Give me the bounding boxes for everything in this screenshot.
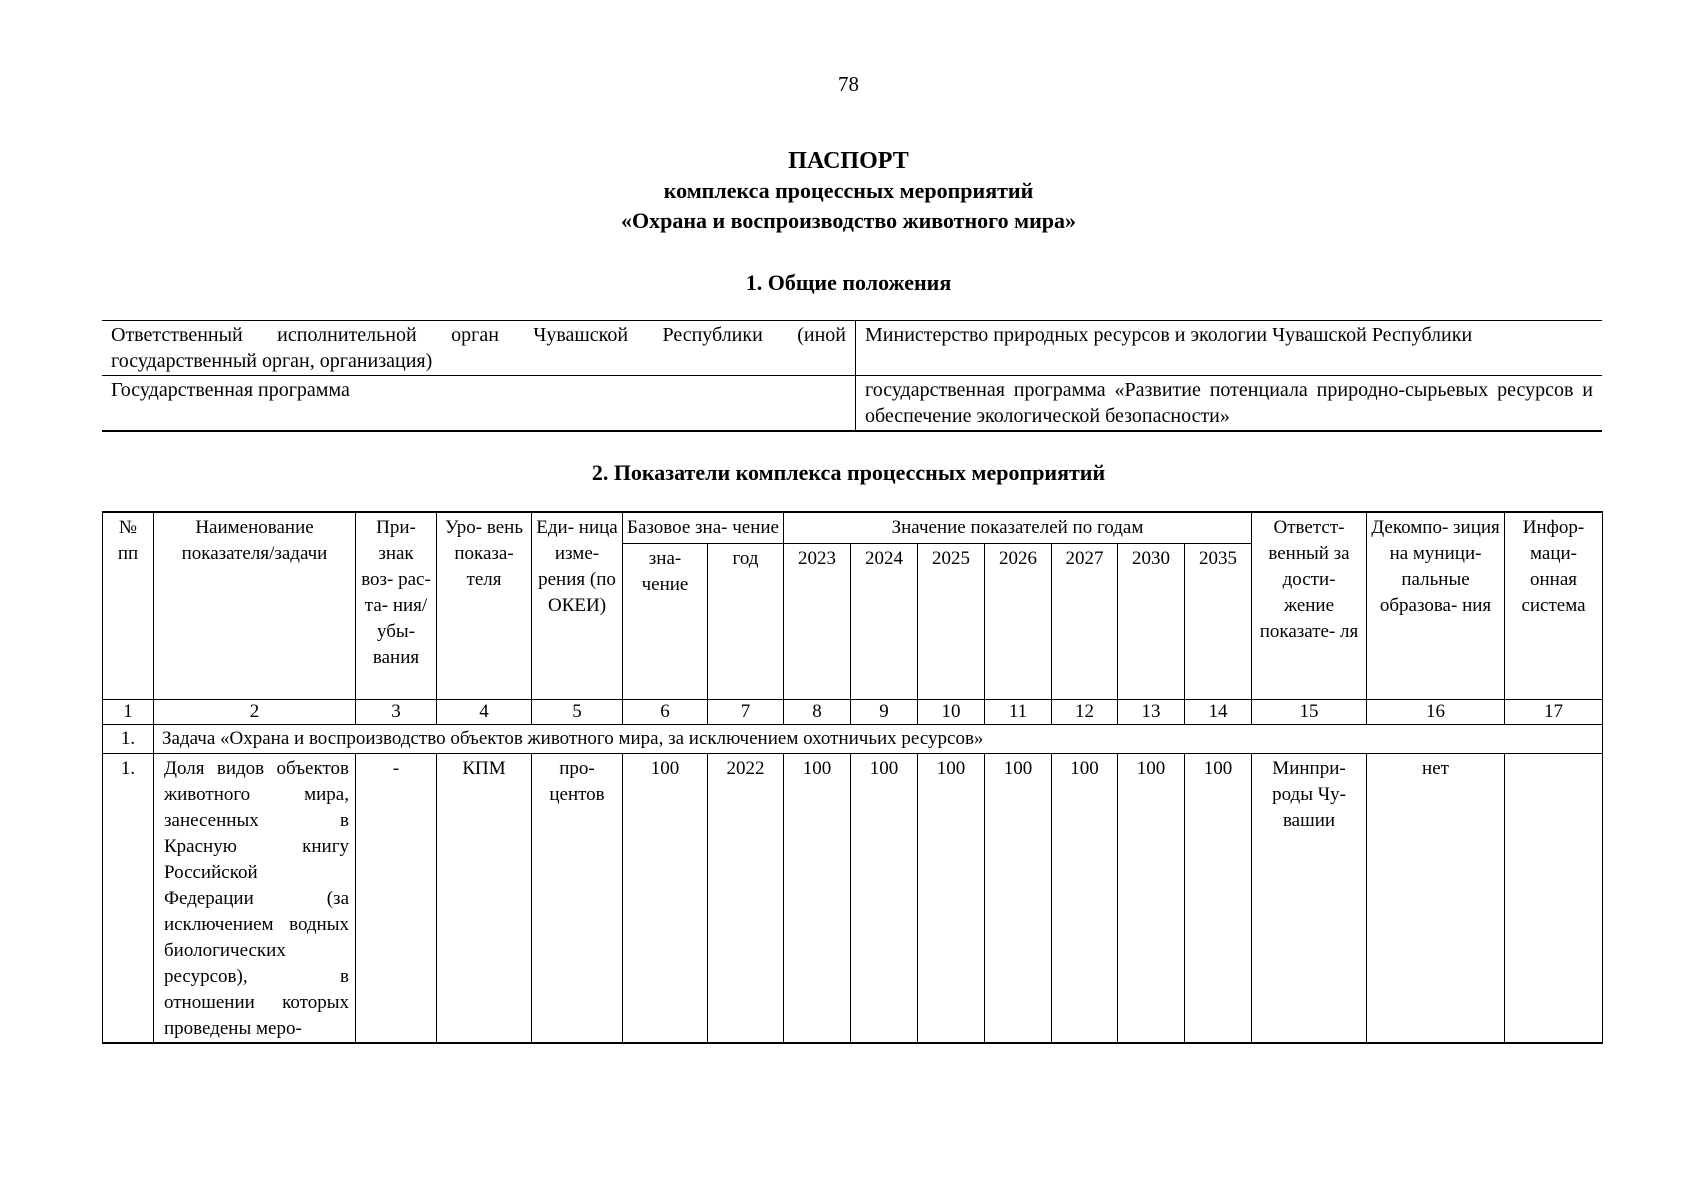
column-number: 17 bbox=[1505, 700, 1603, 725]
task-num: 1. bbox=[103, 725, 154, 754]
column-number: 5 bbox=[532, 700, 623, 725]
title-line-3: «Охрана и воспроизводство животного мира» bbox=[620, 208, 1077, 233]
header-name: Наименование показателя/задачи bbox=[154, 512, 356, 700]
column-number: 8 bbox=[784, 700, 851, 725]
task-text: Задача «Охрана и воспроизводство объектов животного мира, за исключением охотничьих ресурсов» bbox=[154, 725, 1603, 754]
general-row bbox=[102, 321, 1602, 376]
column-number: 11 bbox=[985, 700, 1052, 725]
header-info-system: Инфор- маци- онная система bbox=[1505, 512, 1603, 700]
page-number: 78 bbox=[838, 72, 859, 96]
column-number: 2 bbox=[154, 700, 356, 725]
header-years-group: Значение показателей по годам bbox=[784, 512, 1252, 544]
header-row-1 bbox=[103, 512, 1603, 544]
column-number: 7 bbox=[708, 700, 784, 725]
column-number: 6 bbox=[623, 700, 708, 725]
indicators-table bbox=[102, 511, 1603, 1044]
row-value-2035: 100 bbox=[1185, 754, 1252, 1044]
row-num: 1. bbox=[103, 754, 154, 1044]
column-numbers-row bbox=[103, 700, 1603, 725]
general-row-label: Государственная программа bbox=[102, 376, 856, 432]
row-value-2027: 100 bbox=[1052, 754, 1118, 1044]
section-2-heading: 2. Показатели комплекса процессных мероприятий bbox=[591, 460, 1106, 485]
header-responsible: Ответст- венный за дости- жение показате- ля bbox=[1252, 512, 1367, 700]
task-row bbox=[103, 725, 1603, 754]
row-value-2023: 100 bbox=[784, 754, 851, 1044]
row-value-2026: 100 bbox=[985, 754, 1052, 1044]
row-responsible: Минпри- роды Чу- вашии bbox=[1252, 754, 1367, 1044]
column-number: 12 bbox=[1052, 700, 1118, 725]
header-level: Уро- вень показа- теля bbox=[437, 512, 532, 700]
header-num: № пп bbox=[103, 512, 154, 700]
general-row-value: Министерство природных ресурсов и экологии Чувашской Республики bbox=[856, 321, 1603, 376]
row-indicator-name: Доля видов объектов животного мира, занесенных в Красную книгу Российской Федерации (за исключением водных биологических ресурсов), в отношении которых проведены меро- bbox=[154, 754, 356, 1044]
header-year: 2027 bbox=[1052, 544, 1118, 700]
header-year: 2024 bbox=[851, 544, 918, 700]
row-value-2025: 100 bbox=[918, 754, 985, 1044]
title-line-1: ПАСПОРТ bbox=[788, 148, 909, 174]
section-1-heading: 1. Общие положения bbox=[745, 270, 952, 295]
general-row-label: Ответственный исполнительной орган Чувашской Республики (иной государственный орган, организация) bbox=[102, 321, 856, 376]
column-number: 4 bbox=[437, 700, 532, 725]
header-base-value: зна- чение bbox=[623, 544, 708, 700]
column-number: 9 bbox=[851, 700, 918, 725]
general-provisions-table bbox=[102, 320, 1602, 432]
row-base-year: 2022 bbox=[708, 754, 784, 1044]
row-sign: - bbox=[356, 754, 437, 1044]
header-year: 2025 bbox=[918, 544, 985, 700]
row-decomposition: нет bbox=[1367, 754, 1505, 1044]
general-row-value: государственная программа «Развитие потенциала природно-сырьевых ресурсов и обеспечение экологической безопасности» bbox=[856, 376, 1603, 432]
row-value-2024: 100 bbox=[851, 754, 918, 1044]
document-title bbox=[0, 146, 1697, 236]
column-number: 10 bbox=[918, 700, 985, 725]
column-number: 1 bbox=[103, 700, 154, 725]
header-decomposition: Декомпо- зиция на муници- пальные образова- ния bbox=[1367, 512, 1505, 700]
table-row bbox=[103, 754, 1603, 1044]
row-info-system bbox=[1505, 754, 1603, 1044]
header-unit: Еди- ница изме- рения (по ОКЕИ) bbox=[532, 512, 623, 700]
column-number: 16 bbox=[1367, 700, 1505, 725]
column-number: 3 bbox=[356, 700, 437, 725]
row-value-2030: 100 bbox=[1118, 754, 1185, 1044]
column-number: 15 bbox=[1252, 700, 1367, 725]
header-year: 2026 bbox=[985, 544, 1052, 700]
header-year: 2030 bbox=[1118, 544, 1185, 700]
column-number: 14 bbox=[1185, 700, 1252, 725]
row-level: КПМ bbox=[437, 754, 532, 1044]
row-unit: про- центов bbox=[532, 754, 623, 1044]
header-year: 2023 bbox=[784, 544, 851, 700]
header-base: Базовое зна- чение bbox=[623, 512, 784, 544]
title-line-2: комплекса процессных мероприятий bbox=[663, 178, 1034, 203]
header-base-year: год bbox=[708, 544, 784, 700]
row-base-value: 100 bbox=[623, 754, 708, 1044]
header-sign: При- знак воз- рас- та- ния/ убы- вания bbox=[356, 512, 437, 700]
header-year: 2035 bbox=[1185, 544, 1252, 700]
general-row bbox=[102, 376, 1602, 432]
column-number: 13 bbox=[1118, 700, 1185, 725]
